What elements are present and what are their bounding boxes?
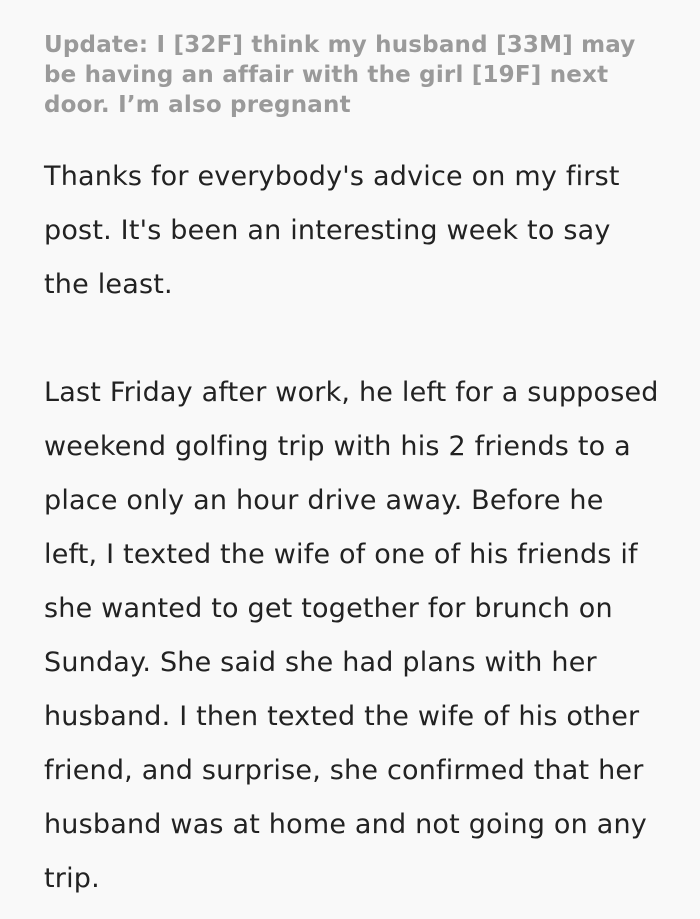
paragraph-2: Last Friday after work, he left for a supposed weekend golfing trip with his 2 friends to a place only an hour drive away. Before he left, I texted the wife of one of his friends if she wanted to get together for brunch on Sunday. She said she had plans with her husband. I then texted the wife of his other friend, and surprise, she confirmed that her husband was at home and not going on any trip. [44,377,659,894]
post-title: Update: I [32F] think my husband [33M] may be having an affair with the girl [19F] next door. I’m also pregnant [44,32,636,118]
paragraph-1: Thanks for everybody's advice on my first post. It's been an interesting week to say the least. [44,161,620,300]
post-body [44,150,660,906]
